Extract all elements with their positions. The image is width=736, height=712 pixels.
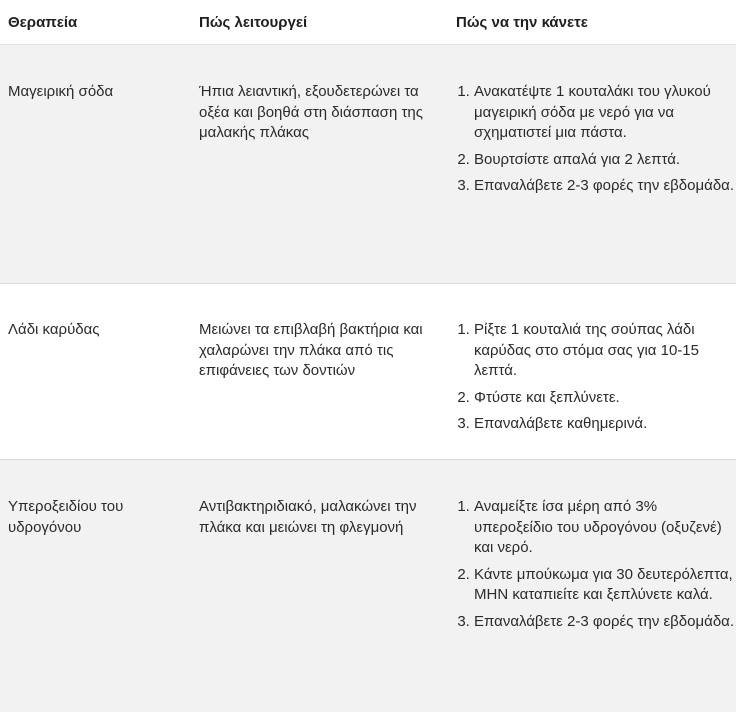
step-item: 1. Ανακατέψτε 1 κουταλάκι του γλυκού μαγειρική σόδα με νερό για να σχηματιστεί μια πάστα. xyxy=(474,82,736,144)
header-therapy: Θεραπεία xyxy=(8,13,78,31)
table-row xyxy=(0,460,736,712)
step-item: 2. Κάντε μπούκωμα για 30 δευτερόλεπτα, ΜΗΝ καταπιείτε και ξεπλύνετε καλά. xyxy=(474,565,736,606)
how-it-works-cell xyxy=(199,497,456,538)
how-it-works-cell xyxy=(199,82,456,144)
table-row xyxy=(0,45,736,284)
step-item: 3. Επαναλάβετε 2-3 φορές την εβδομάδα. xyxy=(474,176,736,197)
how-it-works-text: Ήπια λειαντική, εξουδετερώνει τα οξέα και βοηθά στη διάσπαση της μαλακής πλάκας xyxy=(199,83,423,141)
steps-list xyxy=(456,320,736,435)
step-item: 2. Βουρτσίστε απαλά για 2 λεπτά. xyxy=(474,150,736,171)
table-row xyxy=(0,284,736,460)
how-it-works-text: Μειώνει τα επιβλαβή βακτήρια και χαλαρώνει την πλάκα από τις επιφάνειες των δοντιών xyxy=(199,321,423,379)
step-item: 3. Επαναλάβετε καθημερινά. xyxy=(474,414,736,435)
step-item: 1. Αναμείξτε ίσα μέρη από 3% υπεροξείδιο του υδρογόνου (οξυζενέ) και νερό. xyxy=(474,497,736,559)
therapy-cell: Υπεροξειδίου του υδρογόνου xyxy=(8,498,124,536)
step-item: 3. Επαναλάβετε 2-3 φορές την εβδομάδα. xyxy=(474,612,736,633)
header-how-to-do: Πώς να την κάνετε xyxy=(456,13,588,31)
steps-cell xyxy=(456,320,736,435)
step-item: 1. Ρίξτε 1 κουταλιά της σούπας λάδι καρύδας στο στόμα σας για 10-15 λεπτά. xyxy=(474,320,736,382)
how-it-works-cell xyxy=(199,320,456,382)
steps-list xyxy=(456,82,736,197)
steps-cell xyxy=(456,82,736,197)
therapy-cell: Λάδι καρύδας xyxy=(8,321,100,338)
steps-list xyxy=(456,497,736,632)
how-it-works-text: Αντιβακτηριδιακό, μαλακώνει την πλάκα και μειώνει τη φλεγμονή xyxy=(199,498,417,536)
header-how-it-works: Πώς λειτουργεί xyxy=(199,13,308,31)
therapy-cell: Μαγειρική σόδα xyxy=(8,83,114,100)
table-header-row xyxy=(0,0,736,45)
step-item: 2. Φτύστε και ξεπλύνετε. xyxy=(474,388,736,409)
steps-cell xyxy=(456,497,736,632)
